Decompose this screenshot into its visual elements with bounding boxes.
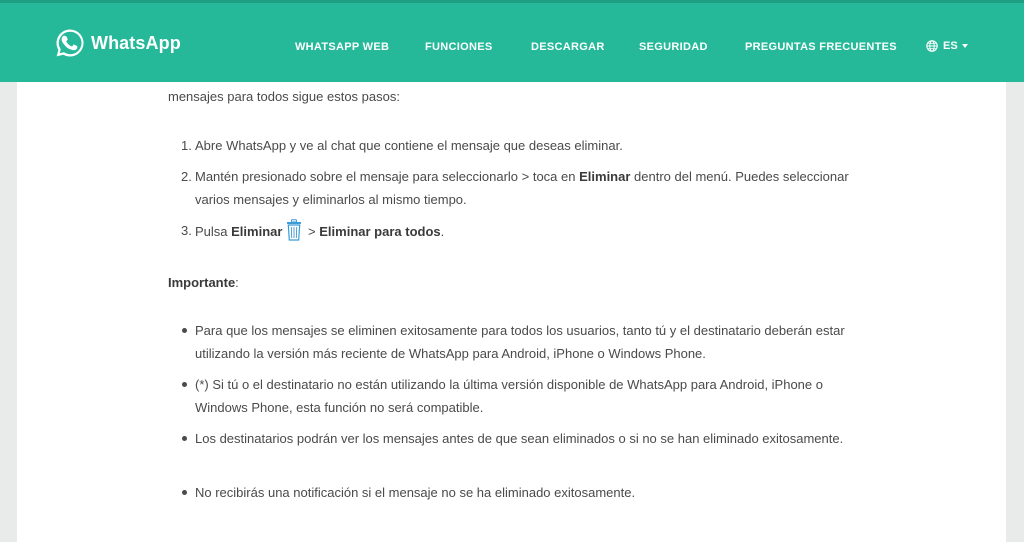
note-text: (*) Si tú o el destinatario no están utilizando la última versión disponible de WhatsApp para Android, iPhone o Windows Phone, esta función no será compatible.	[195, 373, 858, 419]
nav-funciones[interactable]: FUNCIONES	[425, 41, 492, 53]
step-item	[168, 134, 858, 157]
step-text-part: Mantén presionado sobre el mensaje para seleccionarlo > toca en	[195, 169, 579, 184]
step-text-part: dentro del menú. Puedes seleccionar varios mensajes y eliminarlos al mismo tiempo.	[195, 169, 849, 207]
globe-icon	[926, 40, 938, 52]
brand-name: WhatsApp	[91, 33, 181, 54]
nav-preguntas-frecuentes[interactable]: PREGUNTAS FRECUENTES	[745, 41, 897, 53]
step-bold-delete-for-all: Eliminar para todos	[319, 224, 440, 239]
step-item	[168, 219, 858, 243]
nav-seguridad[interactable]: SEGURIDAD	[639, 41, 708, 53]
important-heading	[168, 271, 239, 294]
bullet-icon	[182, 328, 187, 333]
step-number: 2.	[181, 165, 192, 188]
main-navigation	[0, 41, 1024, 55]
language-selector[interactable]	[926, 40, 968, 52]
note-text: No recibirás una notificación si el mensaje no se ha eliminado exitosamente.	[195, 481, 858, 504]
step-text	[195, 219, 858, 243]
trash-icon	[286, 219, 302, 241]
language-code: ES	[943, 40, 958, 52]
step-bold-delete: Eliminar	[231, 224, 282, 239]
bullet-icon	[182, 382, 187, 387]
step-text-part: >	[304, 224, 319, 239]
top-navigation-bar	[0, 0, 1024, 82]
step-bold-delete: Eliminar	[579, 169, 630, 184]
list-item	[168, 427, 858, 450]
step-text-part: .	[441, 224, 445, 239]
list-item	[168, 373, 858, 419]
chevron-down-icon	[962, 44, 968, 48]
step-number: 1.	[181, 134, 192, 157]
step-text: Abre WhatsApp y ve al chat que contiene el mensaje que deseas eliminar.	[195, 134, 858, 157]
important-label: Importante	[168, 275, 235, 290]
note-text: Para que los mensajes se eliminen exitosamente para todos los usuarios, tanto tú y el destinatario deberán estar utilizando la versión más reciente de WhatsApp para Android, iPhone o Windows Phone.	[195, 319, 858, 365]
bullet-icon	[182, 436, 187, 441]
nav-descargar[interactable]: DESCARGAR	[531, 41, 605, 53]
important-colon: :	[235, 275, 239, 290]
list-item	[168, 481, 858, 504]
step-text	[195, 165, 858, 211]
intro-text: mensajes para todos sigue estos pasos:	[168, 85, 400, 108]
step-item	[168, 165, 858, 211]
step-number: 3.	[181, 219, 192, 242]
article-card	[17, 82, 1006, 542]
bullet-icon	[182, 490, 187, 495]
note-text: Los destinatarios podrán ver los mensajes antes de que sean eliminados o si no se han eliminado exitosamente.	[195, 427, 858, 450]
step-text-part: Pulsa	[195, 224, 231, 239]
list-item	[168, 319, 858, 365]
nav-whatsapp-web[interactable]: WHATSAPP WEB	[295, 41, 389, 53]
